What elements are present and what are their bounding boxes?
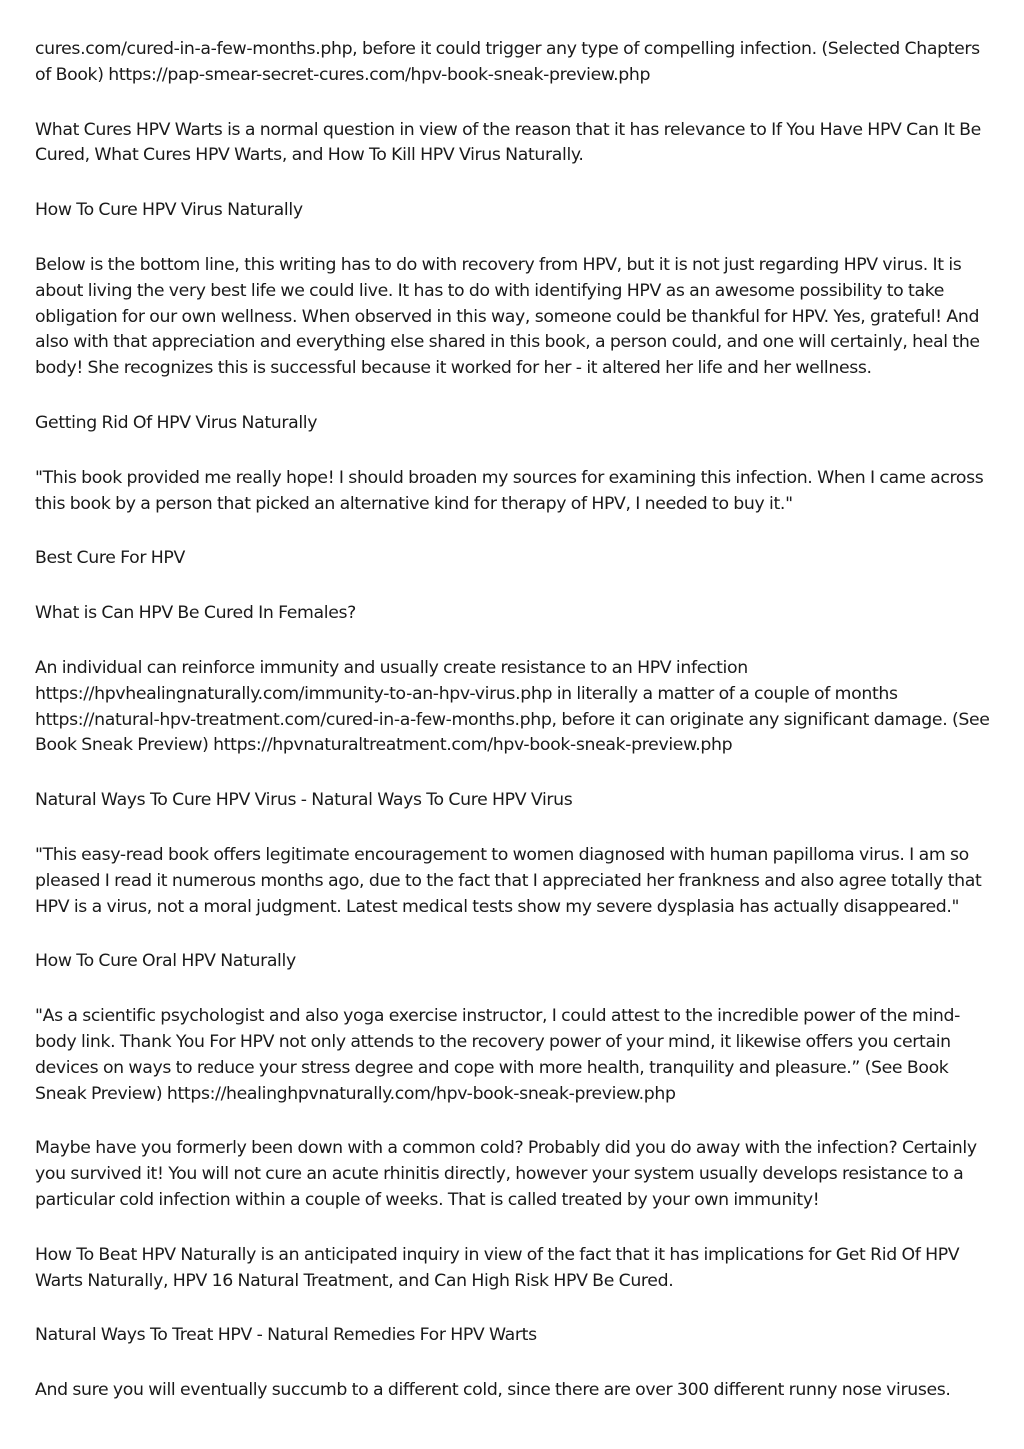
heading-can-hpv-be-cured-females: What is Can HPV Be Cured In Females? (35, 603, 356, 624)
heading-oral-hpv: How To Cure Oral HPV Naturally (35, 951, 296, 972)
heading-natural-ways-to-cure: Natural Ways To Cure HPV Virus - Natural Ways To Cure HPV Virus (35, 790, 573, 811)
paragraph-quote-psychologist: "As a scientific psychologist and also yoga exercise instructor, I could attest to the incredible power of the mind-body link. Thank You For HPV not only attends to the recovery power of your mind, it likewise offers you certain devices on ways to reduce your stress degree and cope with more health, tranquility and pleasure.” (See Book Sneak Preview) https://healinghpvnaturally.com/hpv-book-sneak-preview.php (35, 1006, 961, 1104)
heading-how-to-cure-hpv-virus-naturally: How To Cure HPV Virus Naturally (35, 200, 303, 221)
paragraph-reinforce-immunity: An individual can reinforce immunity and usually create resistance to an HPV infection https://hpvhealingnaturally.com/immunity-to-an-hpv-virus.php in literally a matter of a couple of months https://natural-hpv-treatment.com/cured-in-a-few-months.php, before it can originate any significant damage. (See Book Sneak Preview) https://hpvnaturaltreatment.com/hpv-book-sneak-preview.php (35, 657, 990, 756)
document-page (35, 37, 995, 1433)
paragraph-runny-nose: And sure you will eventually succumb to a different cold, since there are over 300 different runny nose viruses. (35, 1380, 951, 1401)
paragraph-intro-continuation: cures.com/cured-in-a-few-months.php, before it could trigger any type of compelling infection. (Selected Chapters of Book) https://pap-smear-secret-cures.com/hpv-book-sneak-preview.php (35, 39, 980, 85)
heading-natural-ways-to-treat: Natural Ways To Treat HPV - Natural Remedies For HPV Warts (35, 1325, 537, 1346)
paragraph-how-to-beat-hpv: How To Beat HPV Naturally is an anticipated inquiry in view of the fact that it has implications for Get Rid Of HPV Warts Naturally, HPV 16 Natural Treatment, and Can High Risk HPV Be Cured. (35, 1244, 960, 1291)
paragraph-bottom-line: Below is the bottom line, this writing has to do with recovery from HPV, but it is not just regarding HPV virus. It is about living the very best life we could live. It has to do with identifying HPV as an awesome possibility to take obligation for our own wellness. When observed in this way, someone could be thankful for HPV. Yes, grateful! And also with that appreciation and everything else shared in this book, a person could, and one will certainly, heal the body! She recognizes this is successful because it worked for her - it altered her life and her wellness. (35, 254, 980, 379)
paragraph-common-cold: Maybe have you formerly been down with a common cold? Probably did you do away with the infection? Certainly you survived it! You will not cure an acute rhinitis directly, however your system usually develops resistance to a particular cold infection within a couple of weeks. That is called treated by your own immunity! (35, 1138, 977, 1210)
paragraph-quote-hope: "This book provided me really hope! I should broaden my sources for examining this infection. When I came across this book by a person that picked an alternative kind for therapy of HPV, I needed to buy it." (35, 467, 984, 514)
paragraph-quote-easy-read: "This easy-read book offers legitimate encouragement to women diagnosed with human papilloma virus. I am so pleased I read it numerous months ago, due to the fact that I appreciated her frankness and also agree totally that HPV is a virus, not a moral judgment. Latest medical tests show my severe dysplasia has actually disappeared." (35, 844, 982, 917)
heading-getting-rid-of-hpv: Getting Rid Of HPV Virus Naturally (35, 412, 318, 433)
heading-best-cure: Best Cure For HPV (35, 548, 185, 569)
paragraph-what-cures-hpv-warts: What Cures HPV Warts is a normal question in view of the reason that it has relevance to If You Have HPV Can It Be Cured, What Cures HPV Warts, and How To Kill HPV Virus Naturally. (35, 119, 981, 166)
